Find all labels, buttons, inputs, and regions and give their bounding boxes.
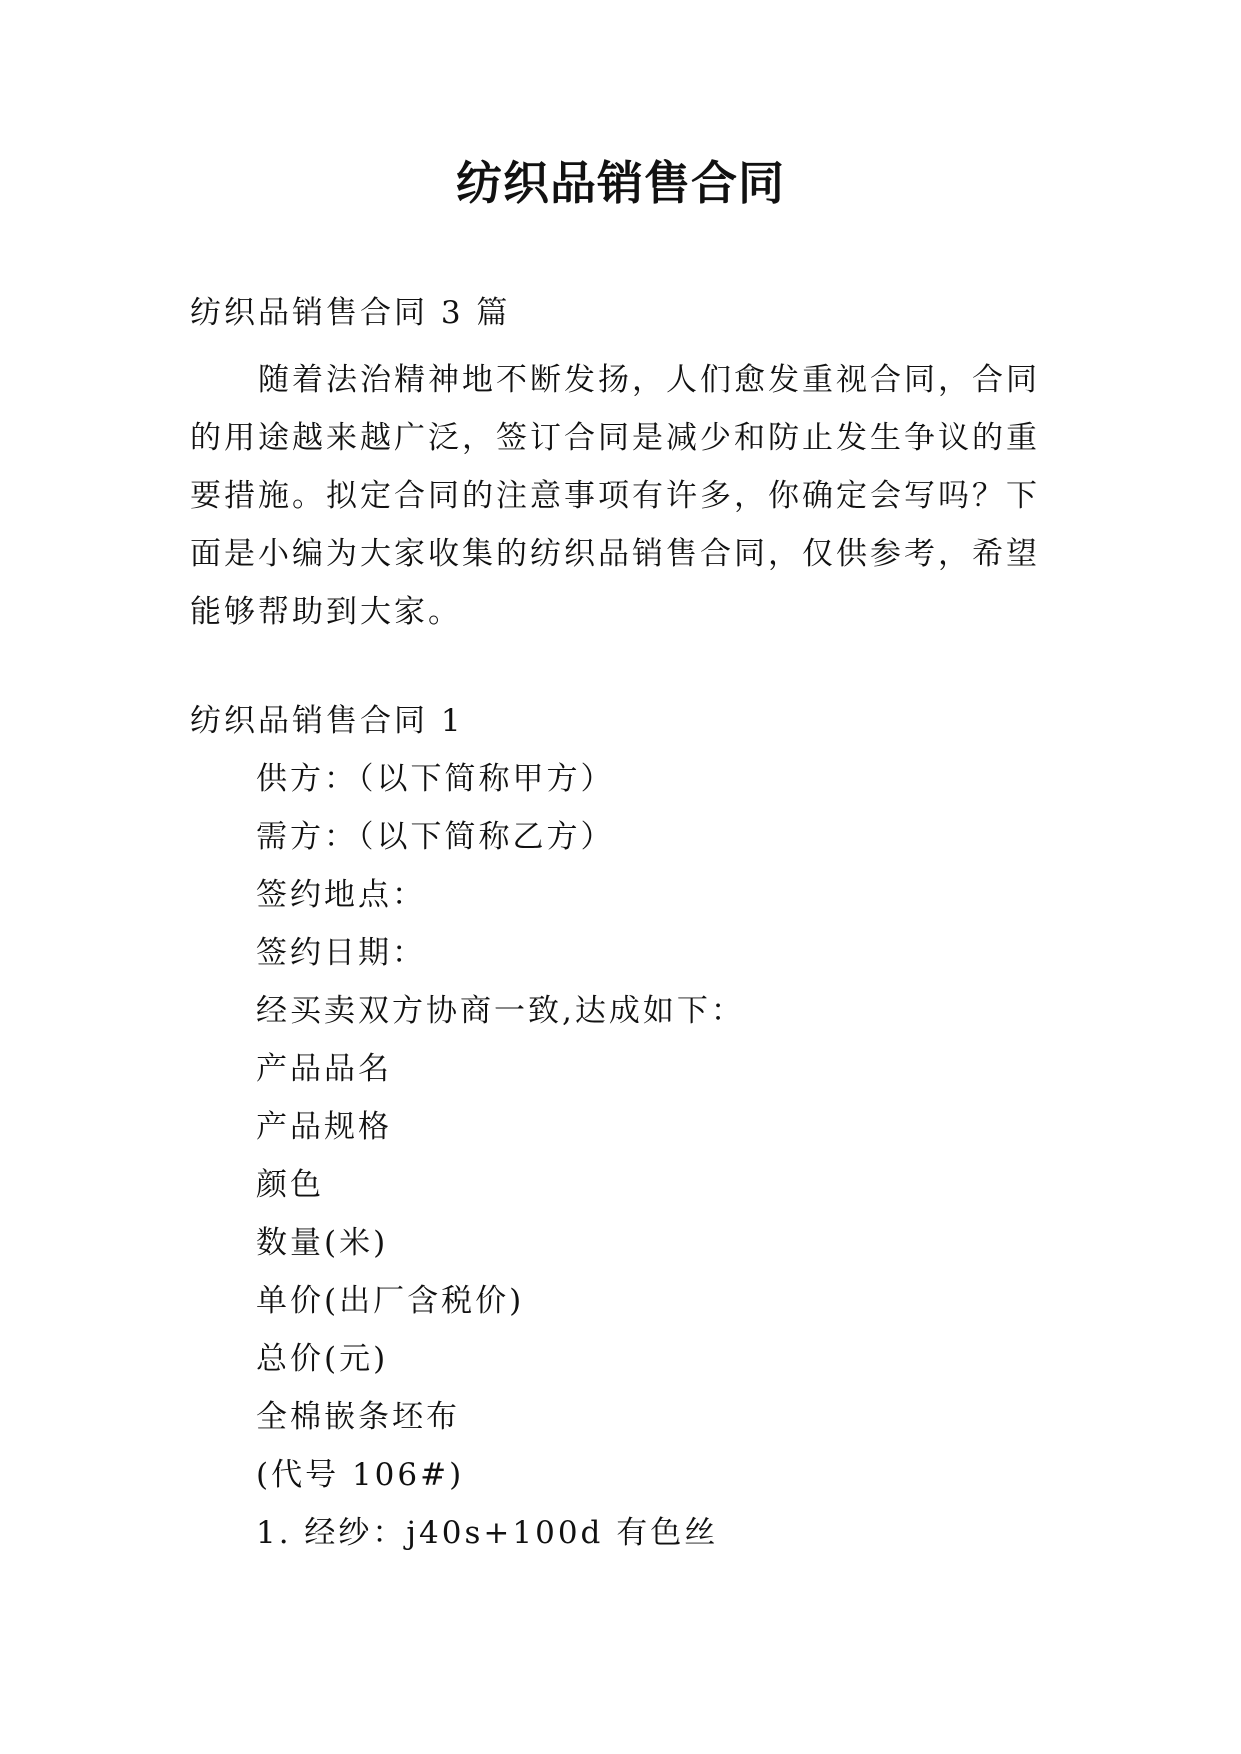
quantity-line: 数量(米) <box>256 1225 389 1261</box>
section-heading: 纺织品销售合同 1 <box>190 703 464 739</box>
buyer-line: 需方：（以下简称乙方） <box>256 819 615 855</box>
intro-paragraph: 随着法治精神地不断发扬，人们愈发重视合同，合同的用途越来越广泛，签订合同是减少和防止发生争议的重要措施。拟定合同的注意事项有许多，你确定会写吗？下面是小编为大家收集的纺织品销售合同，仅供参考，希望能够帮助到大家。 <box>190 362 1040 630</box>
document-subtitle: 纺织品销售合同 3 篇 <box>190 295 511 331</box>
product-spec-line: 产品规格 <box>256 1109 392 1145</box>
unit-price-line: 单价(出厂含税价) <box>256 1283 525 1319</box>
signing-place-line: 签约地点： <box>256 877 426 913</box>
supplier-line: 供方：（以下简称甲方） <box>256 761 615 797</box>
color-line: 颜色 <box>256 1167 324 1203</box>
agreement-line: 经买卖双方协商一致,达成如下： <box>256 993 745 1029</box>
document-title: 纺织品销售合同 <box>456 156 785 210</box>
fabric-code-line: (代号 106#) <box>256 1457 465 1493</box>
fabric-name-line: 全棉嵌条坯布 <box>256 1399 460 1435</box>
warp-yarn-line: 1. 经纱：j40s+100d 有色丝 <box>256 1515 719 1551</box>
signing-date-line: 签约日期： <box>256 935 426 971</box>
product-name-line: 产品品名 <box>256 1051 392 1087</box>
total-price-line: 总价(元) <box>256 1341 389 1377</box>
